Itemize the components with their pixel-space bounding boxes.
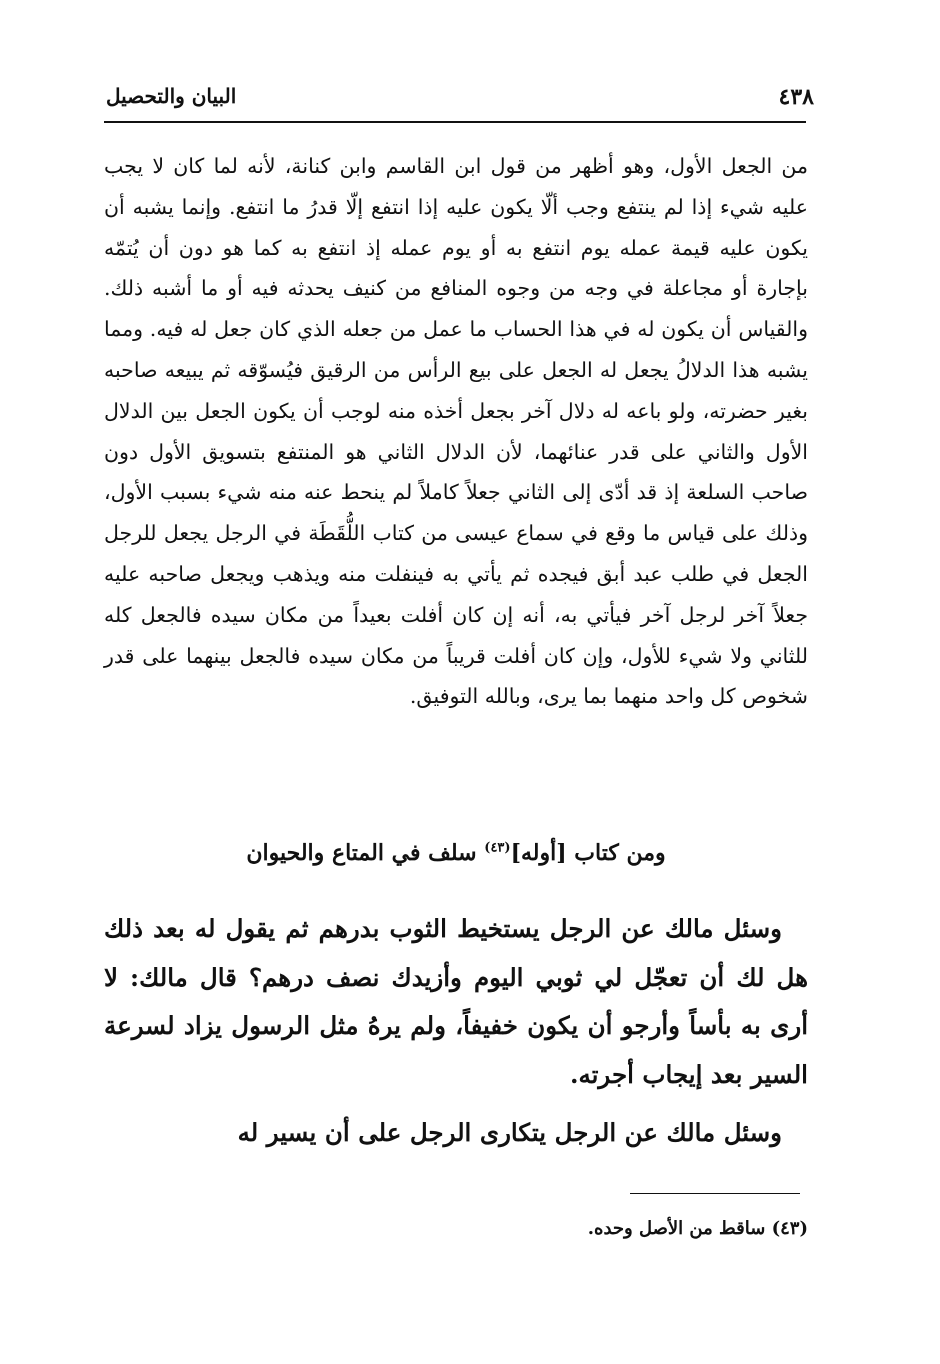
body-paragraph: من الجعل الأول، وهو أظهر من قول ابن القاسم وابن كنانة، لأنه لما كان لا يجب عليه شيء إذا لم ينتفع وجب ألّا يكون عليه إذا انتفع إلّا قدرُ ما انتفع. وإنما يشبه أن يكون عليه قيمة عمله يوم انتفع به أو يوم عمله إذ انتفع به كما هو دون أن يُتمّه بإجارة أو مجاعلة في وجه من وجوه المنافع من كنيف يحدثه فيه أو ما أشبه ذلك. والقياس أن يكون له في هذا الحساب ما عمل من جعله الذي كان جعل له فيه. ومما يشبه هذا الدلالُ يجعل له الجعل على بيع الرأس من الرقيق فيُسوّقه ثم يبيعه صاحبه بغير حضرته، ولو باعه له دلال آخر بجعل أخذه منه لوجب أن يكون الجعل بين الدلال الأول والثاني على قدر عنائهما، لأن الدلال الثاني هو المنتفع بتسويق الأول دون صاحب السلعة إذ قد أدّى إلى الثاني جعلاً كاملاً لم ينحط عنه منه شيء بسبب الأول، وذلك على قياس ما وقع في سماع عيسى من كتاب اللُّقَطَة في الرجل يجعل للرجل الجعل في طلب عبد أبق فيجده ثم يأتي به فينفلت منه ويذهب ويجعل صاحبه عليه جعلاً آخر لرجل آخر فيأتي به، أنه إن كان أفلت بعيداً من مكان سيده فالجعل كله للثاني ولا شيء للأول، وإن كان أفلت قريباً من مكان سيده فالجعل بينهما على قدر شخوص كل واحد منهما بما يرى، وبالله التوفيق. <box>104 154 808 709</box>
page-number: ٤٣٨ <box>778 84 814 110</box>
footnote-marker: (٤٣) <box>771 1218 808 1239</box>
section-paragraph: وسئل مالك عن الرجل يتكارى الرجل على أن يسير له <box>237 1118 782 1148</box>
section-heading-end: سلف في المتاع والحيوان <box>246 840 485 866</box>
section-paragraph: وسئل مالك عن الرجل يستخيط الثوب بدرهم ثم يقول له بعد ذلك هل لك أن تعجّل لي ثوبي اليوم وأزيدك نصف درهم؟ قال مالك: لا أرى به بأساً وأرجو أن يكون خفيفاً، ولم يرهُ مثل الرسول يزاد لسرعة السير بعد إيجاب أجرته. <box>104 914 808 1089</box>
footnote-rule <box>630 1193 800 1194</box>
header-rule <box>104 121 806 123</box>
section-heading-start: ومن كتاب [أوله] <box>510 840 666 866</box>
section-heading-footnote-marker: (٤٣) <box>484 840 511 856</box>
section-heading <box>104 840 808 866</box>
running-title: البيان والتحصيل <box>106 84 237 108</box>
body-text <box>104 146 808 717</box>
footnote <box>588 1218 808 1239</box>
section-text <box>104 905 808 1168</box>
footnote-text: ساقط من الأصل وحده. <box>587 1218 766 1239</box>
